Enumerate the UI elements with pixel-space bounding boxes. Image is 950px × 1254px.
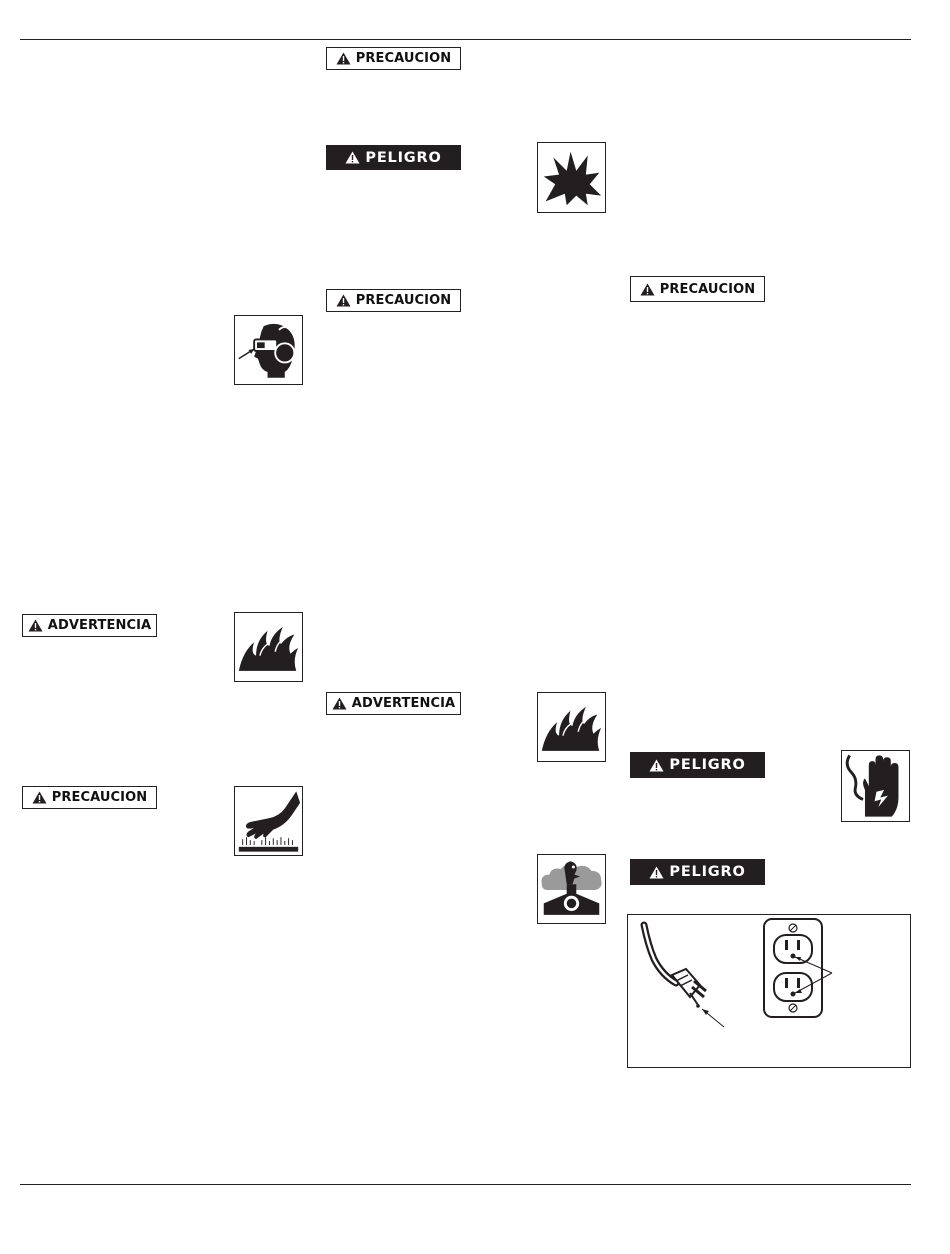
label-text: PRECAUCION bbox=[659, 281, 756, 297]
warning-triangle-icon bbox=[336, 52, 351, 65]
warning-triangle-icon bbox=[332, 697, 347, 710]
warning-triangle-icon bbox=[649, 866, 664, 879]
label-text: PELIGRO bbox=[669, 757, 746, 773]
label-text: ADVERTENCIA bbox=[47, 618, 152, 633]
precaucion-label bbox=[630, 276, 765, 302]
warning-triangle-icon bbox=[640, 283, 655, 296]
label-text: PRECAUCION bbox=[51, 790, 148, 805]
warning-triangle-icon bbox=[32, 791, 47, 804]
peligro-label bbox=[326, 145, 461, 170]
label-text: PELIGRO bbox=[365, 149, 442, 166]
fire-hazard-icon bbox=[234, 612, 303, 682]
grounded-plug-outlet-figure bbox=[627, 914, 911, 1068]
header-rule bbox=[20, 39, 911, 40]
advertencia-label bbox=[22, 614, 157, 637]
power-cord-illustration bbox=[644, 925, 724, 1027]
warning-triangle-icon bbox=[649, 759, 664, 772]
label-text: PRECAUCION bbox=[355, 51, 452, 66]
eye-ear-protection-icon bbox=[234, 315, 303, 385]
peligro-label bbox=[630, 859, 765, 885]
label-text: ADVERTENCIA bbox=[351, 696, 456, 711]
fire-hazard-icon bbox=[537, 692, 606, 762]
precaucion-label bbox=[326, 289, 461, 312]
peligro-label bbox=[630, 752, 765, 778]
grounded-outlet-illustration bbox=[764, 919, 832, 1017]
electric-shock-icon bbox=[841, 750, 910, 822]
warning-triangle-icon bbox=[345, 151, 360, 164]
label-text: PELIGRO bbox=[669, 864, 746, 880]
precaucion-label bbox=[22, 786, 157, 809]
warning-triangle-icon bbox=[336, 294, 351, 307]
label-text: PRECAUCION bbox=[355, 293, 452, 308]
hot-surface-icon bbox=[234, 786, 303, 856]
advertencia-label bbox=[326, 692, 461, 715]
warning-triangle-icon bbox=[28, 619, 43, 632]
footer-rule bbox=[20, 1184, 911, 1185]
explosion-hazard-icon bbox=[537, 142, 606, 213]
precaucion-label bbox=[326, 47, 461, 70]
toxic-fumes-icon bbox=[537, 854, 606, 924]
